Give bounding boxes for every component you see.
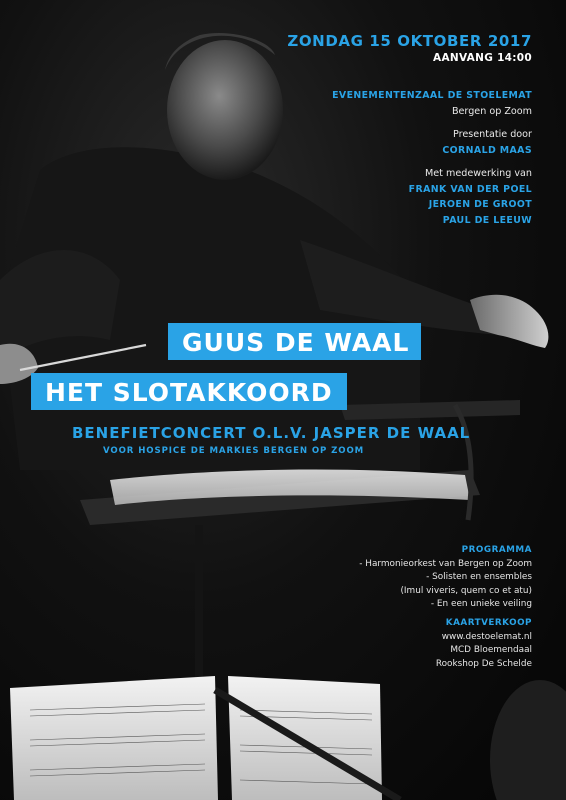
date-block (287, 32, 532, 64)
cooperation-intro: Met medewerking van (424, 168, 532, 179)
venue-name: EVENEMENTENZAAL DE STOELEMAT (332, 90, 532, 101)
venue-block (332, 88, 532, 119)
event-date: ZONDAG 15 OKTOBER 2017 (287, 32, 532, 50)
kaartverkoop-item: MCD Bloemendaal (450, 645, 532, 656)
guests-block (409, 166, 532, 228)
programma-item: - En een unieke veiling (430, 599, 532, 610)
presenter-name: CORNALD MAAS (442, 144, 532, 156)
title-line-1: GUUS DE WAAL (168, 323, 421, 360)
guest-name: FRANK VAN DER POEL (408, 183, 532, 195)
presenter-block (442, 127, 532, 158)
programma-item: - Solisten en ensembles (426, 572, 532, 583)
guest-name: PAUL DE LEEUW (442, 214, 532, 226)
presentation-intro: Presentatie door (452, 129, 532, 140)
subtitle-beneficiary: VOOR HOSPICE DE MARKIES BERGEN OP ZOOM (103, 446, 365, 456)
subtitle: BENEFIETCONCERT O.L.V. JASPER DE WAAL (72, 424, 471, 442)
programma-heading: PROGRAMMA (461, 545, 532, 555)
kaartverkoop-heading: KAARTVERKOOP (445, 618, 532, 628)
venue-city: Bergen op Zoom (451, 105, 532, 117)
guest-name: JEROEN DE GROOT (428, 199, 532, 210)
kaartverkoop-item: Rookshop De Schelde (435, 658, 532, 669)
kaartverkoop-website: www.destoelemat.nl (441, 631, 532, 642)
programma-item: (Imul viveris, quem co et atu) (400, 585, 532, 596)
programma-block (359, 544, 532, 612)
event-time: AANVANG 14:00 (433, 52, 532, 64)
programma-item: - Harmonieorkest van Bergen op Zoom (359, 558, 532, 569)
title-line-2: HET SLOTAKKOORD (31, 373, 347, 410)
kaartverkoop-block (436, 617, 532, 671)
